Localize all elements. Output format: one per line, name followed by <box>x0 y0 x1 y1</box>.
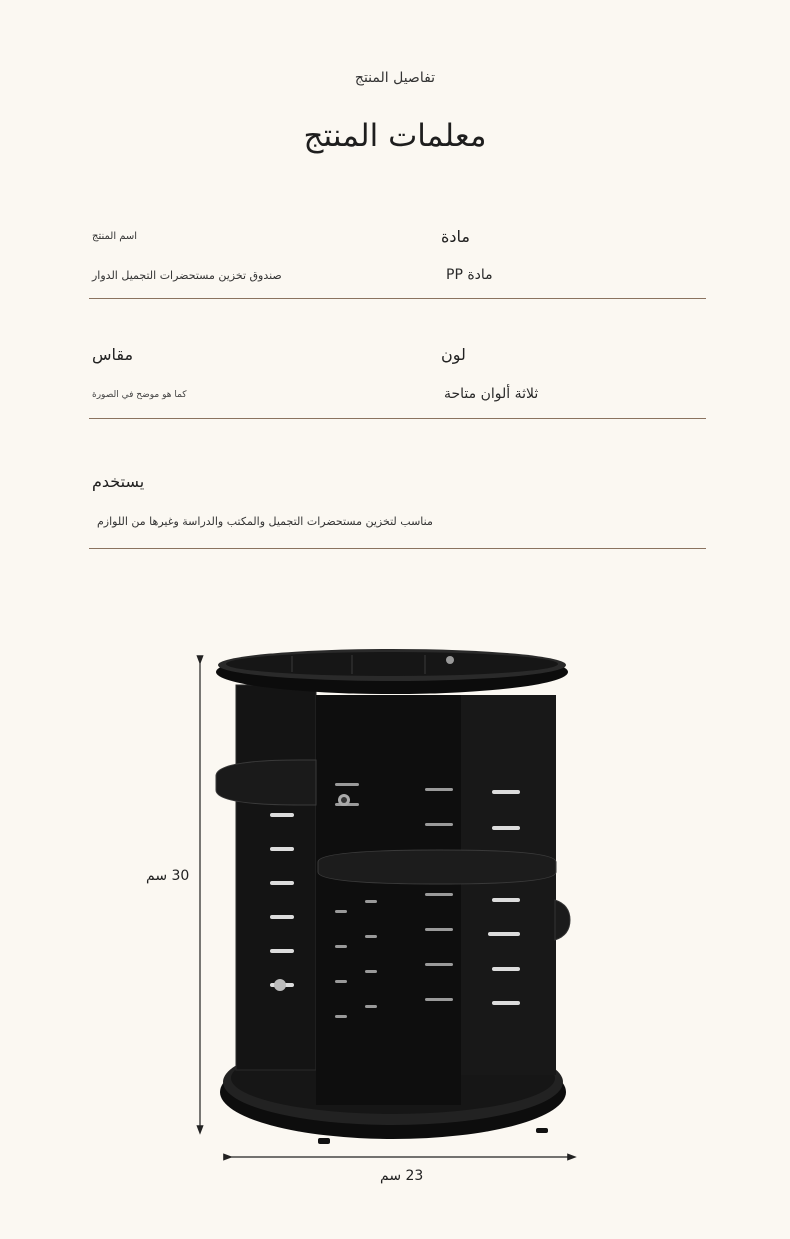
usage-value: مناسب لتخزين مستحضرات التجميل والمكتب والدراسة وغيرها من اللوازم <box>97 515 433 528</box>
width-dimension-label: 23 سم <box>380 1168 424 1184</box>
color-value: ثلاثة ألوان متاحة <box>444 386 539 402</box>
product-illustration <box>0 600 790 1239</box>
color-label: لون <box>441 345 466 364</box>
material-label: مادة <box>441 227 470 246</box>
usage-label: يستخدم <box>92 472 145 491</box>
material-value: مادة PP <box>446 267 493 283</box>
rotating-organizer-image <box>0 600 790 1239</box>
param-row-usage <box>89 468 706 549</box>
param-row-color-size <box>89 340 706 419</box>
product-name-value: صندوق تخزين مستحضرات التجميل الدوار <box>92 269 282 282</box>
product-name-label: اسم المنتج <box>92 231 138 242</box>
size-label: مقاس <box>92 345 134 364</box>
page-subtitle: تفاصيل المنتج <box>354 70 436 86</box>
page-title: معلمات المنتج <box>303 118 487 154</box>
size-value: كما هو موضح في الصورة <box>92 390 187 400</box>
height-dimension-label: 30 سم <box>146 868 190 884</box>
param-row-material-name <box>89 220 706 299</box>
